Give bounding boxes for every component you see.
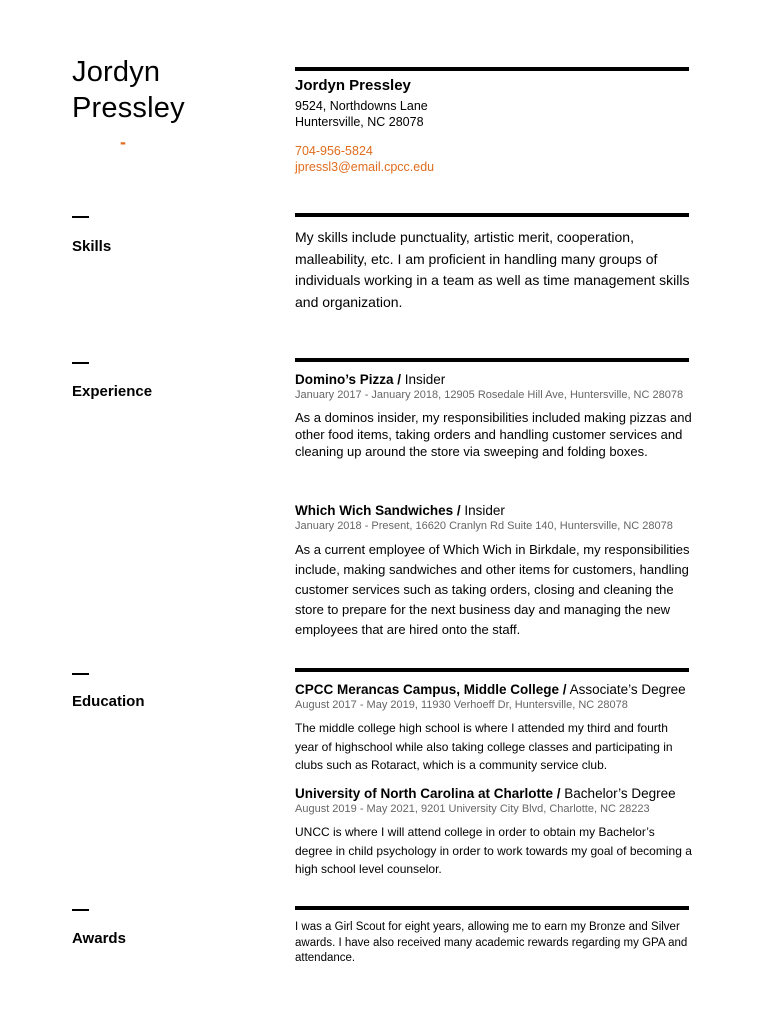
address-line-2: Huntersville, NC 28078 [295,115,424,129]
school-title [295,682,693,697]
job-entry [295,503,693,640]
awards-dash [72,909,89,911]
job-description: As a current employee of Which Wich in Birkdale, my responsibilities include, making sandwiches and other items for customers, handling customer services such as taking orders, closing and cleaning the store to prepare for the next business day and managing the new employees that are hired onto the staff. [295,542,690,637]
school-degree: Bachelor’s Degree [560,786,676,801]
experience-heading: Experience [72,383,153,400]
school-degree: Associate’s Degree [566,682,686,697]
job-employer: Which Wich Sandwiches / [295,503,461,518]
education-dash [72,673,89,675]
awards-divider [295,906,689,910]
school-description: UNCC is where I will attend college in order to obtain my Bachelor’s degree in child psychology in order to work towards my goal of becoming a high school level counselor. [295,825,692,876]
accent-dash: - [120,132,126,152]
contact-divider [295,67,689,71]
email-link[interactable]: jpressl3@email.cpcc.edu [295,160,435,174]
resume-name [72,54,272,126]
awards-heading: Awards [72,930,126,947]
school-meta: August 2017 - May 2019, 11930 Verhoeff Dr, Huntersville, NC 28078 [295,699,628,711]
job-title [295,372,693,387]
school-name: CPCC Merancas Campus, Middle College / [295,682,567,697]
school-meta: August 2019 - May 2021, 9201 University City Blvd, Charlotte, NC 28223 [295,803,650,815]
contact-name: Jordyn Pressley [295,77,411,94]
job-description: As a dominos insider, my responsibilities included making pizzas and other food items, taking orders and handling customer services and cleaning up around the store via sweeping and folding boxes. [295,410,692,459]
awards-text: I was a Girl Scout for eight years, allowing me to earn my Bronze and Silver awards. I have also received many academic rewards regarding my GPA and attendance. [295,921,688,964]
education-heading: Education [72,693,145,710]
school-title [295,786,693,801]
school-description: The middle college high school is where I attended my third and fourth year of highschool while also taking college classes and participating in clubs such as Rotaract, which is a community service club. [295,721,673,772]
education-entry [295,786,693,879]
job-entry [295,372,693,460]
address-line-1: 9524, Northdowns Lane [295,99,428,113]
job-employer: Domino’s Pizza / [295,372,402,387]
job-meta: January 2018 - Present, 16620 Cranlyn Rd Suite 140, Huntersville, NC 28078 [295,520,673,532]
school-name: University of North Carolina at Charlotte / [295,786,561,801]
address [295,98,428,130]
skills-text: My skills include punctuality, artistic merit, cooperation, malleability, etc. I am proficient in handling many groups of individuals working in a team as well as time management skills and organization. [295,229,690,310]
education-divider [295,668,689,672]
job-role: Insider [460,503,505,518]
contact-links [295,143,434,175]
phone-link[interactable]: 704-956-5824 [295,144,373,158]
job-role: Insider [401,372,446,387]
job-meta: January 2017 - January 2018, 12905 Rosedale Hill Ave, Huntersville, NC 28078 [295,389,684,401]
experience-dash [72,362,89,364]
name-line-1: Jordyn [72,56,161,88]
skills-dash [72,216,89,218]
experience-divider [295,358,689,362]
name-line-2: Pressley [72,92,185,124]
education-entry [295,682,693,775]
job-title [295,503,693,518]
skills-divider [295,213,689,217]
skills-heading: Skills [72,238,112,255]
